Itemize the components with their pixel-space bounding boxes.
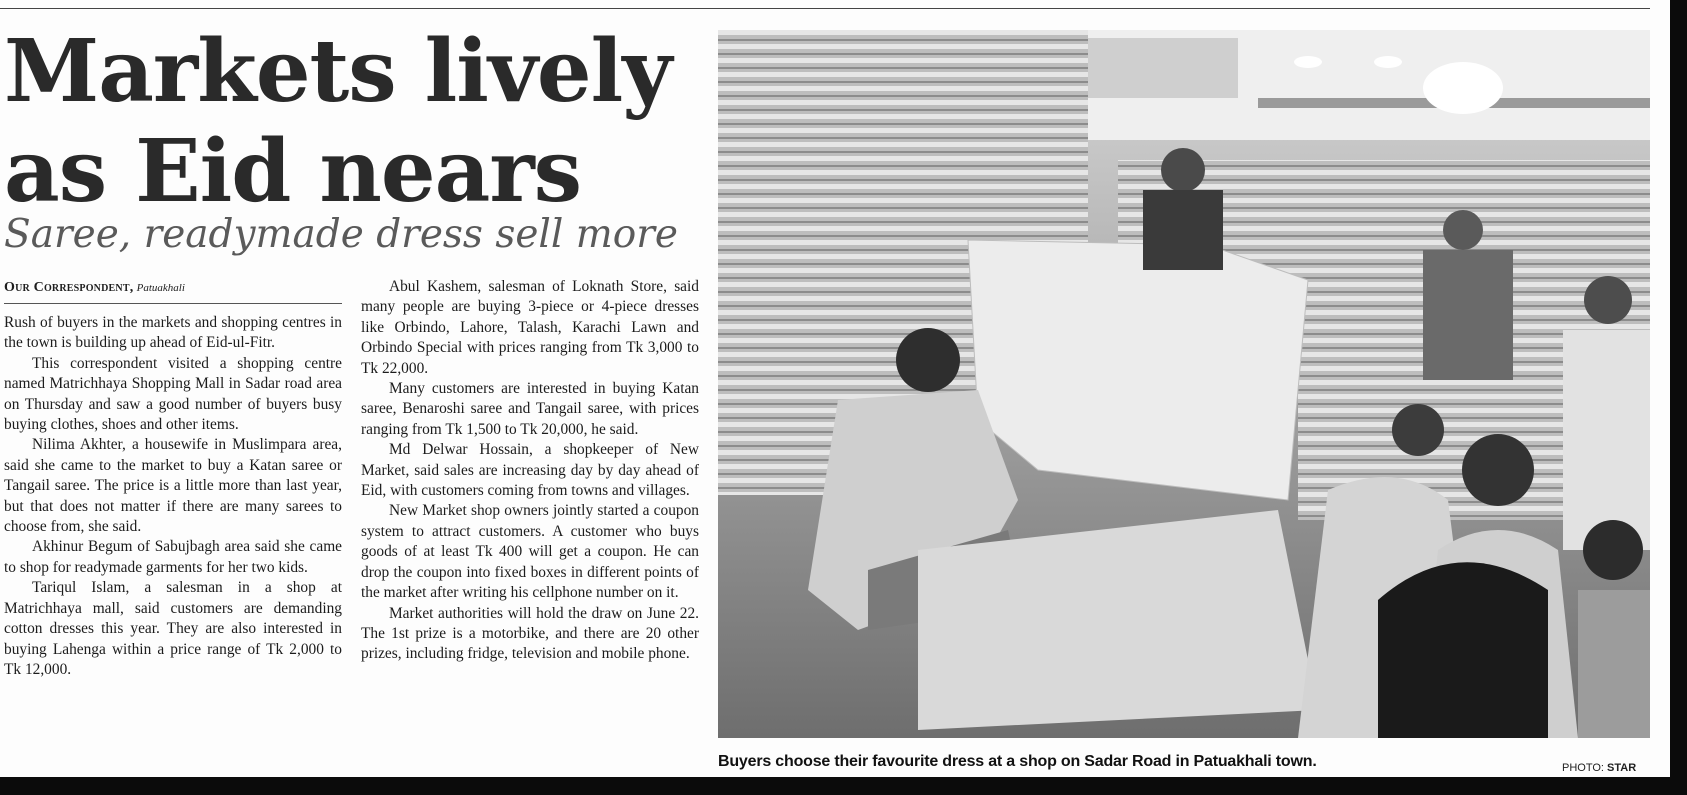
bottom-border (0, 777, 1687, 795)
paragraph: Md Delwar Hossain, a shopkeeper of New Market, said sales are increasing day by day ahead of Eid, with customers coming from towns and villages. (361, 441, 699, 500)
photo-credit (1562, 762, 1636, 774)
top-rule (0, 8, 1650, 9)
byline (4, 279, 342, 304)
shop-scene-image (718, 30, 1650, 738)
paragraph: Nilima Akhter, a housewife in Muslimpara area, said she came to the market to buy a Katan saree or Tangail saree. The price is a little more than last year, but that does not matter if there are many sarees to choose from, she said. (4, 436, 342, 536)
byline-name: Our Correspondent, (4, 280, 134, 295)
paragraph: This correspondent visited a shopping centre named Matrichhaya Shopping Mall in Sadar road area on Thursday and saw a good number of buyers busy buying clothes, shoes and other items. (4, 354, 342, 434)
paragraph: Many customers are interested in buying Katan saree, Benaroshi saree and Tangail saree, with prices ranging from Tk 1,500 to Tk 20,000, he said. (361, 380, 699, 438)
subheadline: Saree, readymade dress sell more (4, 212, 678, 257)
photo-credit-name: STAR (1607, 762, 1637, 774)
paragraph: Abul Kashem, salesman of Loknath Store, said many people are buying 3-piece or 4-piece dresses like Orbindo, Lahore, Talash, Karachi Lawn and Orbindo Special with prices ranging from Tk 3,000 to Tk 22,000. (361, 278, 699, 377)
headline: Markets lively as Eid nears (4, 21, 672, 222)
photo-caption: Buyers choose their favourite dress at a shop on Sadar Road in Patuakhali town. (718, 753, 1317, 770)
article-column-1 (4, 313, 342, 680)
paragraph: New Market shop owners jointly started a coupon system to attract customers. A customer who buys goods of at least Tk 400 will get a coupon. He can drop the coupon into fixed boxes in different points of the market after writing his cellphone number on it. (361, 502, 699, 602)
byline-place: Patuakhali (136, 282, 185, 294)
right-border (1670, 0, 1687, 795)
photo-credit-label: PHOTO: (1562, 762, 1604, 774)
paragraph: Rush of buyers in the markets and shopping centres in the town is building up ahead of Eid-ul-Fitr. (4, 314, 342, 352)
article-column-2 (361, 277, 699, 665)
paragraph: Tariqul Islam, a salesman in a shop at Matrichhaya mall, said customers are demanding cotton dresses this year. They are also interested in buying Lahenga within a price range of Tk 2,000 to Tk 12,000. (4, 579, 342, 678)
paragraph: Market authorities will hold the draw on June 22. The 1st prize is a motorbike, and there are 20 other prizes, including fridge, television and mobile phone. (361, 604, 699, 663)
paragraph: Akhinur Begum of Sabujbagh area said she came to shop for readymade garments for her two kids. (4, 538, 342, 576)
news-photo (718, 30, 1650, 738)
